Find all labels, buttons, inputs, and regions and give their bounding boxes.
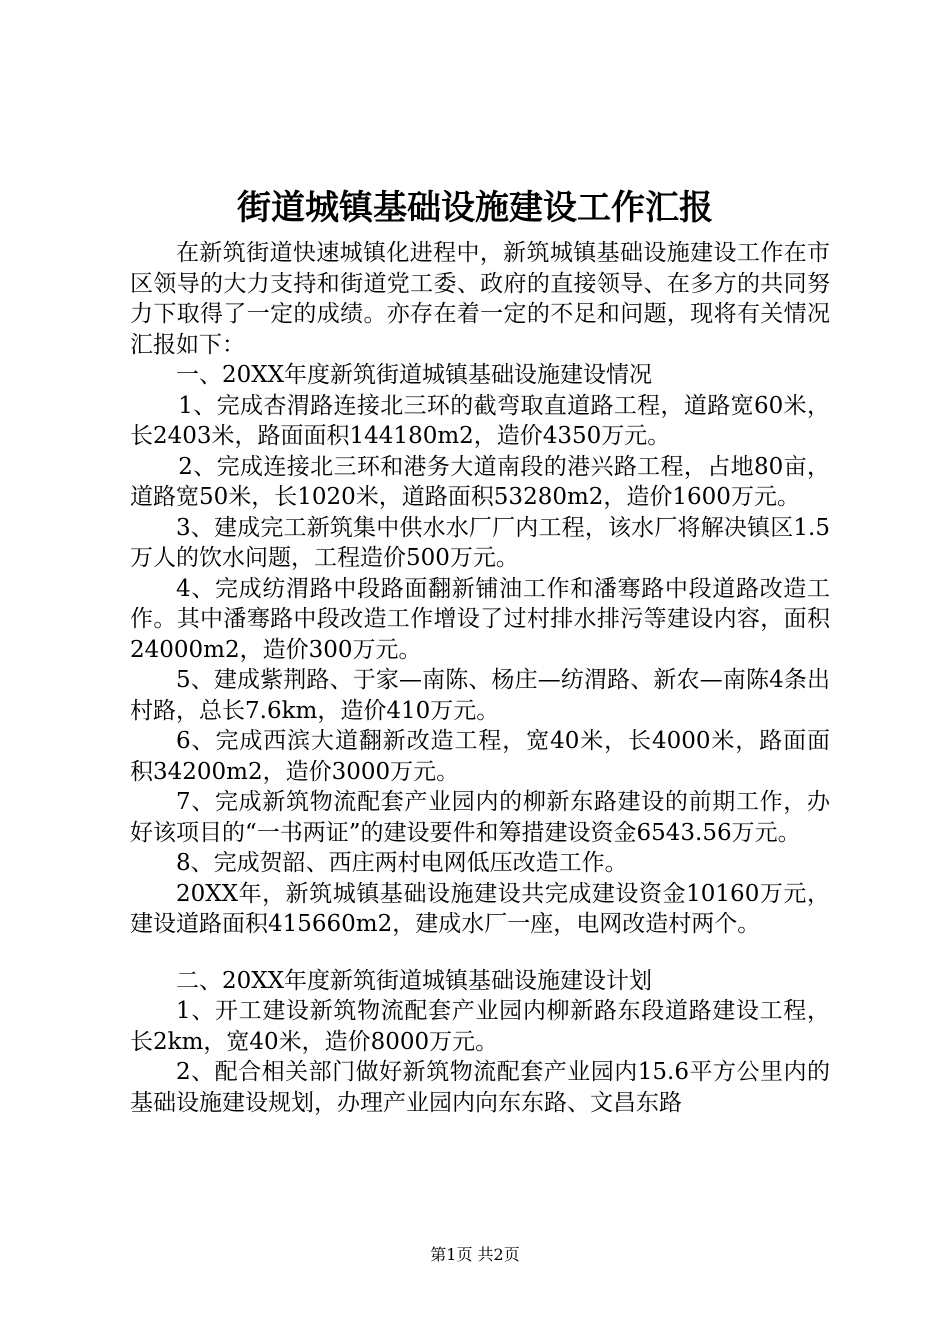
- list-item: 1、开工建设新筑物流配套产业园内柳新路东段道路建设工程，长2km，宽40米，造价8000万元。: [130, 998, 830, 1055]
- summary-paragraph: 20XX年，新筑城镇基础设施建设共完成建设资金10160万元，建设道路面积415660m2，建成水厂一座，电网改造村两个。: [130, 880, 830, 937]
- list-item: 2、配合相关部门做好新筑物流配套产业园内15.6平方公里内的基础设施建设规划，办理产业园内向东东路、文昌东路: [130, 1059, 830, 1116]
- section-heading-2: 二、20XX年度新筑街道城镇基础设施建设计划: [176, 967, 653, 994]
- list-item: 5、建成紫荆路、于家—南陈、杨庄—纺渭路、新农—南陈4条出村路，总长7.6km，造价410万元。: [130, 667, 830, 724]
- list-item: 7、完成新筑物流配套产业园内的柳新东路建设的前期工作，办好该项目的“一书两证”的建设要件和筹措建设资金6543.56万元。: [130, 789, 830, 846]
- section-heading-1: 一、20XX年度新筑街道城镇基础设施建设情况: [176, 362, 653, 388]
- page-footer: 第1页 共2页: [430, 1245, 520, 1264]
- list-item: 6、完成西滨大道翻新改造工程，宽40米，长4000米，路面面积34200m2，造价3000万元。: [130, 728, 830, 785]
- list-item: 4、完成纺渭路中段路面翻新铺油工作和潘骞路中段道路改造工作。其中潘骞路中段改造工作增设了过村排水排污等建设内容，面积24000m2，造价300万元。: [130, 575, 830, 663]
- list-item: 2、完成连接北三环和港务大道南段的港兴路工程，占地80亩，道路宽50米，长1020米，道路面积53280m2，造价1600万元。: [130, 453, 830, 510]
- intro-paragraph: 在新筑街道快速城镇化进程中，新筑城镇基础设施建设工作在市区领导的大力支持和街道党工委、政府的直接领导、在多方的共同努力下取得了一定的成绩。亦存在着一定的不足和问题，现将有关情况汇报如下：: [130, 240, 830, 358]
- document-body: [130, 238, 830, 1118]
- document-title: 街道城镇基础设施建设工作汇报: [237, 188, 713, 228]
- list-item: 1、完成杏渭路连接北三环的截弯取直道路工程，道路宽60米，长2403米，路面面积144180m2，造价4350万元。: [130, 392, 830, 449]
- list-item: 3、建成完工新筑集中供水水厂厂内工程，该水厂将解决镇区1.5万人的饮水问题，工程造价500万元。: [130, 514, 830, 571]
- list-item: 8、完成贺韶、西庄两村电网低压改造工作。: [176, 850, 628, 876]
